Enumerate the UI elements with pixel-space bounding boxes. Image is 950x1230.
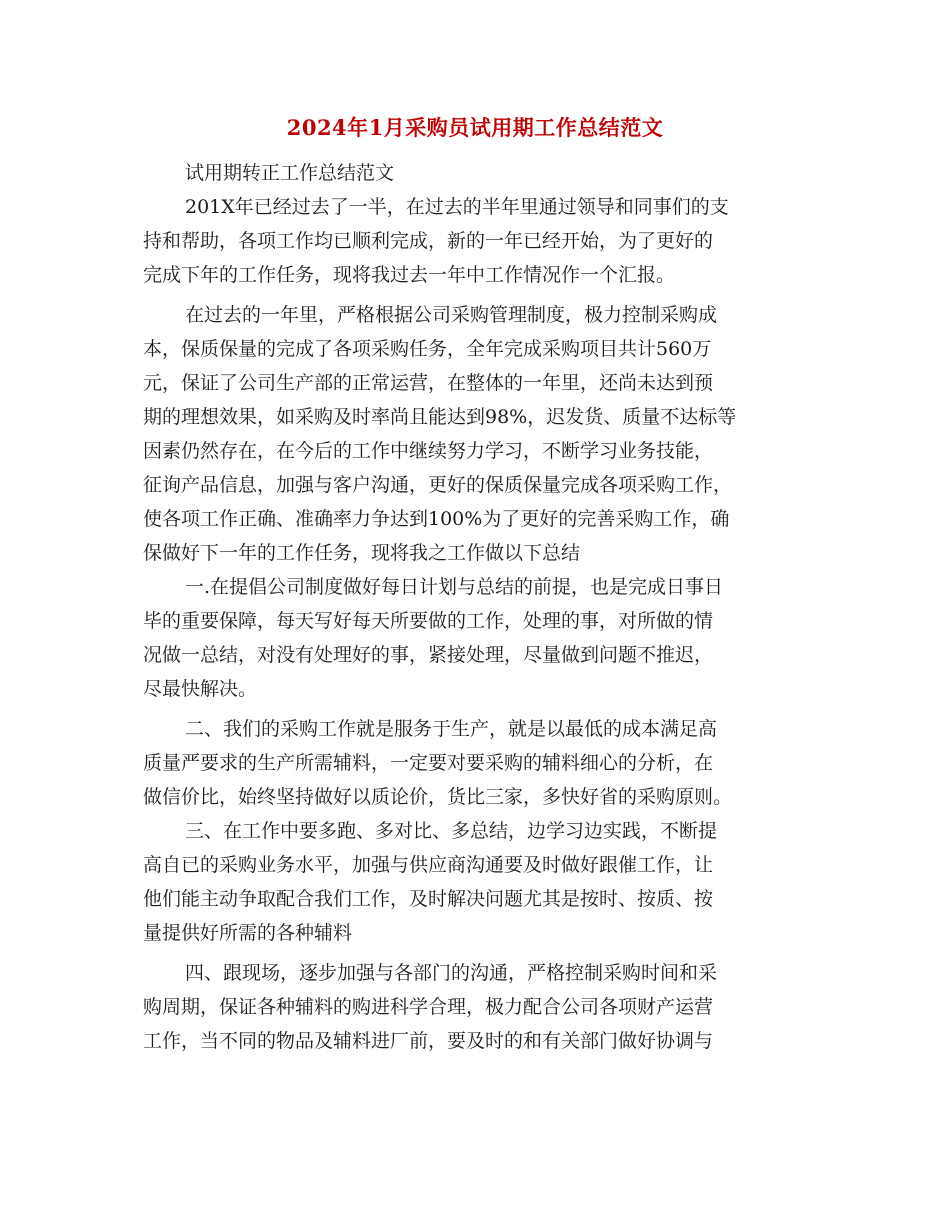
text-line: 试用期转正工作总结范文 [185,162,395,184]
text-line: 在过去的一年里，严格根据公司采购管理制度，极力控制采购成 [185,304,718,326]
text-line: 四、跟现场，逐步加强与各部门的沟通，严格控制采购时间和采 [185,962,718,984]
text-line: 保做好下一年的工作任务，现将我之工作做以下总结 [143,542,581,564]
text-line: 量提供好所需的各种辅料 [143,922,353,944]
text-line: 三、在工作中要多跑、多对比、多总结，边学习边实践，不断提 [185,820,718,842]
text-line: 做信价比，始终坚持做好以质论价，货比三家，多快好省的采购原则。 [143,786,733,808]
document-title: 2024年1月采购员试用期工作总结范文 [286,115,664,140]
text-line: 他们能主动争取配合我们工作，及时解决问题尤其是按时、按质、按 [143,888,714,910]
text-line: 尽最快解决。 [143,678,258,700]
text-line: 一.在提倡公司制度做好每日计划与总结的前提，也是完成日事日 [185,576,724,598]
text-line: 工作，当不同的物品及辅料进厂前，要及时的和有关部门做好协调与 [143,1030,714,1052]
text-line: 高自已的采购业务水平，加强与供应商沟通要及时做好跟催工作，让 [143,854,714,876]
text-line: 二、我们的采购工作就是服务于生产，就是以最低的成本满足高 [185,718,718,740]
text-line: 质量严要求的生产所需辅料，一定要对要采购的辅料细心的分析，在 [143,752,714,774]
document-body [143,156,805,1058]
text-line: 使各项工作正确、准确率力争达到100%为了更好的完善采购工作，确 [143,508,730,530]
text-line: 201X年已经过去了一半，在过去的半年里通过领导和同事们的支 [185,196,729,218]
text-line: 持和帮助，各项工作均已顺利完成，新的一年已经开始，为了更好的 [143,230,714,252]
text-line: 元，保证了公司生产部的正常运营，在整体的一年里，还尚未达到预 [143,372,714,394]
text-line: 购周期，保证各种辅料的购进科学合理，极力配合公司各项财产运营 [143,996,714,1018]
text-line: 毕的重要保障，每天写好每天所要做的工作，处理的事，对所做的情 [143,610,714,632]
text-line: 期的理想效果，如采购及时率尚且能达到98%，迟发货、质量不达标等 [143,406,737,428]
text-line: 征询产品信息，加强与客户沟通，更好的保质保量完成各项采购工作， [143,474,733,496]
text-line: 完成下年的工作任务，现将我过去一年中工作情况作一个汇报。 [143,264,676,286]
text-line: 况做一总结，对没有处理好的事，紧接处理，尽量做到问题不推迟， [143,644,714,666]
text-line: 本，保质保量的完成了各项采购任务，全年完成采购项目共计560万 [143,338,712,360]
text-line: 因素仍然存在，在今后的工作中继续努力学习，不断学习业务技能， [143,440,714,462]
